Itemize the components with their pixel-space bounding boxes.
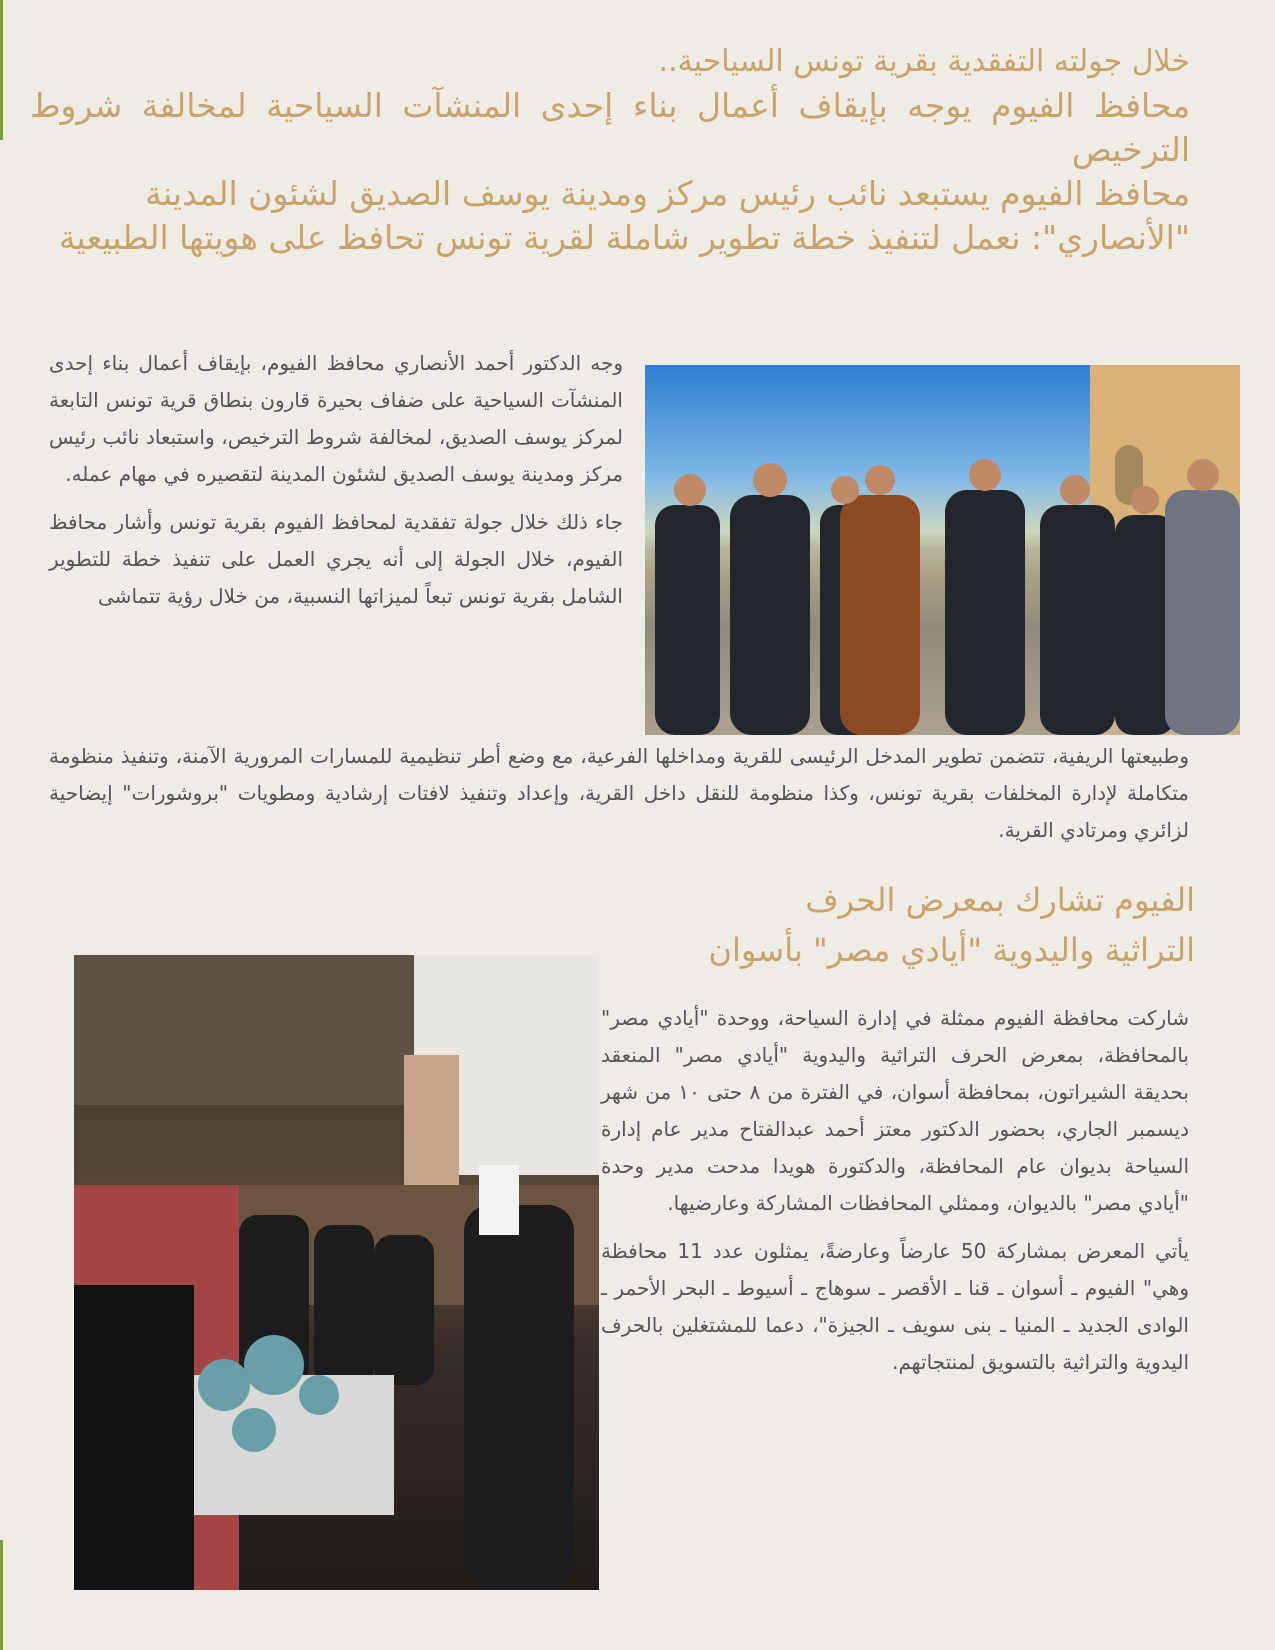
article1-paragraph: وطبيعتها الريفية، تتضمن تطوير المدخل الرئيسى للقرية ومداخلها الفرعية، مع وضع أطر تنظيمية للمسارات المرورية الآمنة، وتنفيذ منظومة متكاملة لإدارة المخلفات بقرية تونس، وكذا منظومة للنقل داخل القرية، وإعداد وتنفيذ لافتات إرشادية ومطويات "بروشورات" إيضاحية لزائري ومرتادي القرية. [49,744,1189,842]
article2-title-line: الفيوم تشارك بمعرض الحرف [805,881,1195,919]
article2-paragraph: شاركت محافظة الفيوم ممثلة في إدارة السياحة، ووحدة "أيادي مصر" بالمحافظة، بمعرض الحرف التراثية واليدوية "أيادي مصر" المنعقد بحديقة الشيراتون، بمحافظة أسوان، في الفترة من ٨ حتى ١٠ من شهر ديسمبر الجاري، بحضور الدكتور معتز أحمد عبدالفتاح مدير عام إدارة السياحة بديوان عام المحافظة، والدكتورة هويدا مدحت مدير وحدة "أيادي مصر" بالديوان، وممثلي المحافظات المشاركة وعارضيها. [601,1006,1189,1215]
headline-quote: "الأنصاري": نعمل لتنفيذ خطة تطوير شاملة لقرية تونس تحافظ على هويتها الطبيعية [58,218,1190,257]
article1-text-continued [49,738,1189,860]
left-edge-accent [0,1540,3,1650]
article1-paragraph: وجه الدكتور أحمد الأنصاري محافظ الفيوم، بإيقاف أعمال بناء إحدى المنشآت السياحية على ضفاف بحيرة قارون بنطاق قرية تونس التابعة لمركز يوسف الصديق، لمخالفة شروط الترخيص، واستبعاد نائب رئيس مركز ومدينة يوسف الصديق لشئون المدينة لتقصيره في مهام عمله. [49,351,623,486]
exhibition-photo [74,955,599,1590]
article1-text [49,345,623,626]
article2-paragraph: يأتي المعرض بمشاركة 50 عارضاً وعارضةً، يمثلون عدد 11 محافظة وهي" الفيوم ـ أسوان ـ قنا ـ الأقصر ـ سوهاج ـ أسيوط ـ البحر الأحمر ـ الوادى الجديد ـ المنيا ـ بنى سويف ـ الجيزة"، دعما للمشتغلين بالحرف اليدوية والتراثية بالتسويق لمنتجاتهم. [601,1239,1190,1374]
article1-paragraph: جاء ذلك خلال جولة تفقدية لمحافظ الفيوم بقرية تونس وأشار محافظ الفيوم، خلال الجولة إلى أنه يجري العمل على تنفيذ خطة للتطوير الشامل بقرية تونس تبعاً لميزاتها النسبية، من خلال رؤية تتماشى [49,510,623,608]
article2-title-line: التراثية واليدوية "أيادي مصر" بأسوان [708,931,1195,969]
tour-photo [645,365,1240,735]
headline-block [30,40,1190,260]
article2-text [601,1000,1189,1392]
left-edge-accent [0,0,3,140]
headline-kicker: خلال جولته التفقدية بقرية تونس السياحية.. [658,44,1190,79]
headline-secondary: محافظ الفيوم يستبعد نائب رئيس مركز ومدينة يوسف الصديق لشئون المدينة [145,174,1190,213]
article2-title [635,875,1195,975]
headline-main: محافظ الفيوم يوجه بإيقاف أعمال بناء إحدى المنشآت السياحية لمخالفة شروط الترخيص [30,86,1190,169]
